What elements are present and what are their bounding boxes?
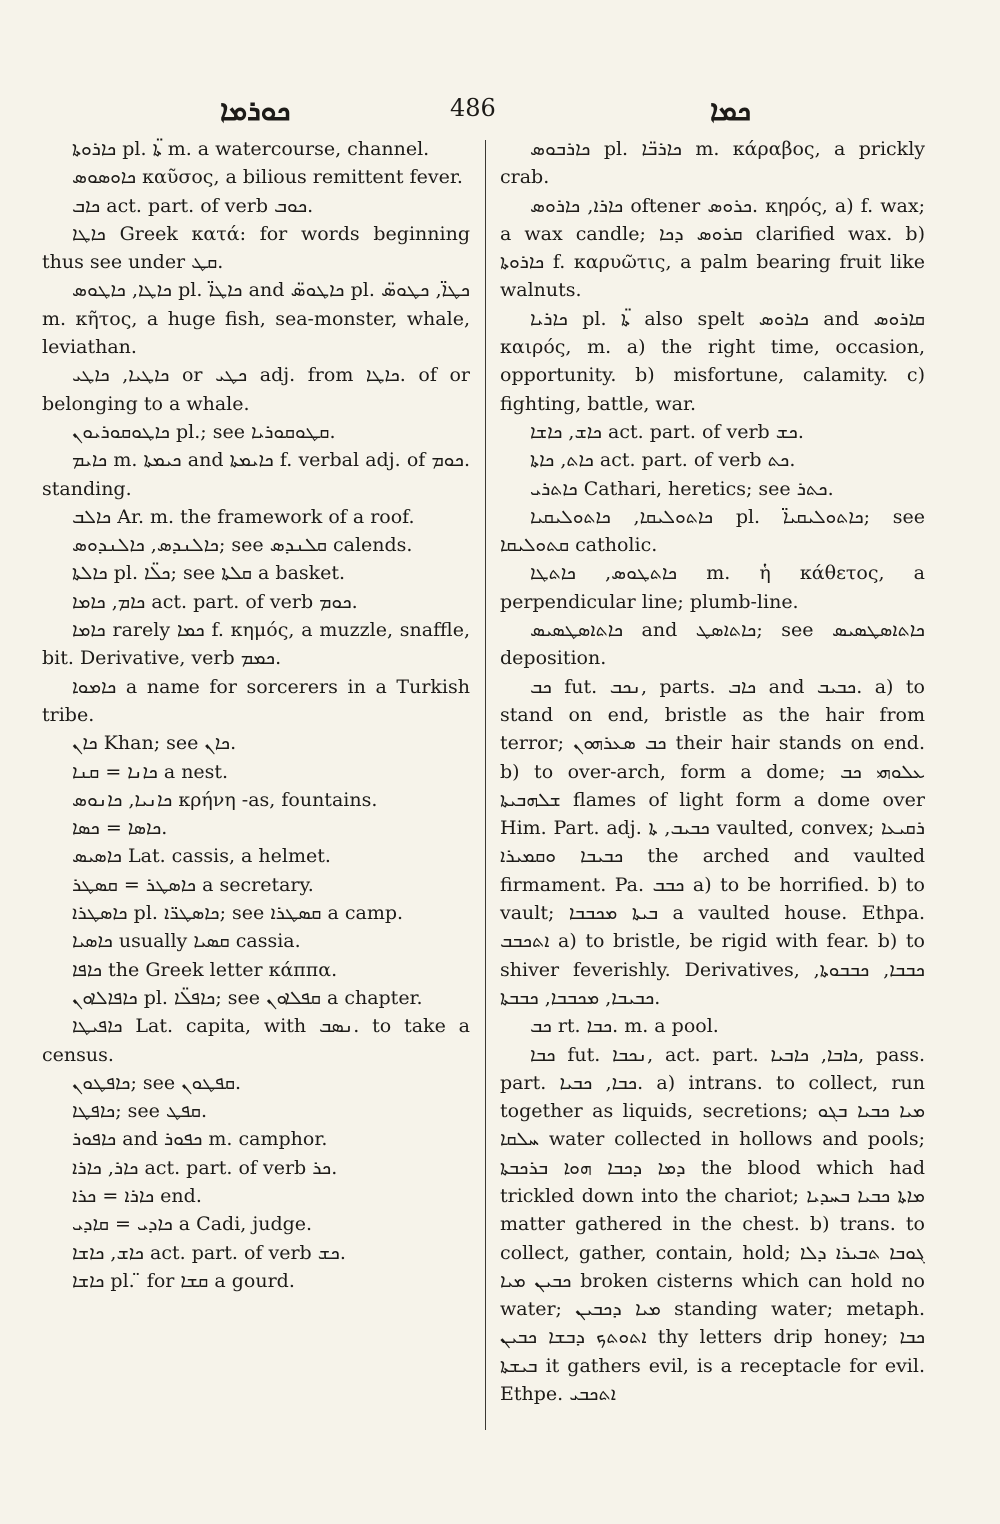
dictionary-entry: ܟܐܪܒܘܣ pl. ܟܐܪܒ̈ܐ m. κάραβος, a prickly crab. bbox=[500, 138, 926, 189]
dictionary-entry: ܟܐܠܢܕܣ, ܟܐܠܢܕܘܣ; see ܩܠܢܕܣ calends. bbox=[72, 534, 413, 557]
dictionary-entry: ܟܐܛܝܐ, ܟܐܛܝ or ܟܛܝ adj. from ܟܐܛܐ. of or belonging to a whale. bbox=[42, 364, 470, 415]
dictionary-entry: ܟܐܪܐ = ܟܪܐ end. bbox=[72, 1184, 202, 1207]
left-headword: ܟܘܪܡܐ bbox=[220, 94, 291, 127]
dictionary-entry: ܟܐܛܘܩܘܪܝܘܢ pl.; see ܩܛܘܩܘܪܝܐ. bbox=[72, 420, 336, 443]
dictionary-entry: ܟܐܬܪܝ Cathari, heretics; see ܟܬܪ. bbox=[530, 477, 834, 500]
dictionary-entry: ܟܐܡܐ rarely ܟܡܐ f. κημός, a muzzle, snaffle, bit. Derivative, verb ܟܡܡ. bbox=[42, 619, 470, 670]
dictionary-entry: ܟܐܛܐ, ܟܐܛܘܣ pl. ܟܐܛܐ̈ and ܟܐܛܘܣ̈ pl. ܟܛܐ̈, ܟܛܘܣ̈ m. κῆτος, a huge fish, sea-monster, whale, leviathan. bbox=[42, 279, 471, 359]
dictionary-entry: ܟܐܪܝܐ pl. ܬ̈ܐ also spelt ܟܐܪܘܣ and ܩܐܪܘܣ καιρός, m. a) the right time, occasion, opportunity. b) misfortune, calamity. c) fighting, battle, war. bbox=[500, 307, 926, 415]
dictionary-entry: ܟܐܬ, ܟܐܬܐ act. part. of verb ܟܬ. bbox=[530, 449, 796, 472]
dictionary-entry: ܟܐܪ, ܟܐܪܐ act. part. of verb ܟܪ. bbox=[72, 1156, 338, 1179]
dictionary-entry: ܟܐܡܘܐ a name for sorcerers in a Turkish tribe. bbox=[42, 675, 470, 726]
dictionary-entry: ܟܐܒ act. part. of verb ܟܘܒ. bbox=[72, 194, 314, 217]
dictionary-entry: ܟܐܪܐ, ܟܐܪܘܣ oftener ܟܪܘܣ. κηρός, a) f. wax; a wax candle; ܩܪܘܣ ܕܟܐ clarified wax. b) ܟܐܪܘܬܐ f. καρυῶτις, a palm bearing fruit like walnuts. bbox=[500, 194, 925, 302]
dictionary-entry: ܟܐܢܝܐ, ܟܐܢܘܣ κρήνη -as, fountains. bbox=[72, 788, 378, 811]
column-divider bbox=[485, 140, 486, 1430]
dictionary-entry: ܟܐܬܘܠܝܩܐ, ܟܐܬܘܠܝܩܝܐ pl. ܟܐܬܘܠܝܩܝܐ̈; see ܩܬܘܠܝܩܐ catholic. bbox=[500, 505, 925, 557]
dictionary-entry: ܟܒܐ fut. ܢܟܒܐ, act. part. ܟܐܒܐ, ܟܐܒܝܐ, pass. part. ܟܒܐ, ܟܒܝܐ. a) intrans. to collect, run together as liquids, secretions; ܡܝܐ ܟܒܝܐ ܒܓܘ ܚܠܩܐ water collected in hollows and pools; ܕܡܐ ܕܟܒܐ ܗܘܐ ܒܪܟܒܬܐ the blood which had trickled down into the chariot; ܡܐܬܐ ܟܒܝܐ ܒܚܕܝܐ matter gathered in the chest. b) trans. to collect, gather, contain, hold; ܓܘܒܐ ܬܒܝܪܐ ܕܠܐ ܟܒܝܢ ܡܝܐ broken cisterns which can hold no water; ܡܝܐ ܕܟܒܝܢ standing water; metaph. ܐܬܘܬܟ ܕܒܫܐ ܟܒܝܢ thy letters drip honey; ܟܒܐ ܒܝܫܬܐ it gathers evil, is a receptacle for evil. Ethpe. ܐܬܟܒܝ bbox=[500, 1043, 926, 1406]
dictionary-entry: ܟܐܬܛܘܣ, ܟܐܬܛܐ m. ἡ κάθετος, a perpendicular line; plumb-line. bbox=[500, 562, 926, 613]
dictionary-entry: ܟܐܫ, ܟܐܫܐ act. part. of verb ܟܫ. bbox=[530, 420, 804, 443]
right-column bbox=[500, 135, 925, 1408]
dictionary-entry: ܟܒ rt. ܟܒܐ. m. a pool. bbox=[530, 1015, 719, 1038]
dictionary-entry: ܟܐܡ, ܟܐܡܐ act. part. of verb ܟܘܡ. bbox=[72, 590, 358, 613]
dictionary-entry: ܟܐܫ, ܟܐܫܐ act. part. of verb ܟܫ. bbox=[72, 1241, 346, 1264]
dictionary-entry: ܟܐܦܝܛܐ Lat. capita, with ܢܣܒ. to take a census. bbox=[42, 1015, 471, 1066]
dictionary-entry: ܟܐܣܛܪܐ pl. ܟܐܣܛܪ̈ܐ; see ܩܣܛܪܐ a camp. bbox=[72, 902, 404, 925]
dictionary-entry: ܟܐܫܐ pl. ̈ for ܩܫܐ a gourd. bbox=[72, 1269, 295, 1292]
dictionary-entry: ܟܐܢ Khan; see ܟܐܢ. bbox=[72, 732, 237, 755]
dictionary-entry: ܟܐܕܝ = ܩܐܕܝ a Cadi, judge. bbox=[72, 1213, 313, 1236]
dictionary-entry: ܟܐܢܐ = ܩܢܐ a nest. bbox=[72, 760, 229, 783]
dictionary-entry: ܟܐܦܐ the Greek letter κάππα. bbox=[72, 958, 338, 981]
dictionary-entry: ܟܐܦܐܠܐܘܢ pl. ܟܐܦܠ̈ܐ; see ܩܦܠܐܘܢ a chapter. bbox=[72, 986, 423, 1009]
dictionary-entry: ܟܒ fut. ܢܟܒ, parts. ܟܐܒ and ܟܒܝܒ. a) to stand on end, bristle as the hair from terror; ܟܒ ܣܥܪܗܘܢ their hair stands on end. b) to over-arch, form a dome; ܥܠܘܗܝ ܟܒ ܫܠܗܒܝܬܐ flames of light form a dome over Him. Part. adj. ܟܒܝܒ, ܬܐ vaulted, convex; ܪܩܝܥܐ ܟܒܝܒܐ ܘܩܡܝܪܐ the arched and vaulted firmament. Pa. ܟܒܒ a) to be horrified. b) to vault; ܒܝܬܐ ܡܟܒܒܐ a vaulted house. Ethpa. ܐܬܟܒܒ a) to bristle, be rigid with fear. b) to shiver feverishly. Derivatives, ܟܒܒܐ, ܟܒܒܘܬܐ, ܟܒܝܒܐ, ܡܟܒܒܐ, ܟܒܒܬܐ. bbox=[500, 675, 926, 1009]
page-number: 486 bbox=[450, 94, 496, 122]
dictionary-entry: ܟܐܣܝܣ Lat. cassis, a helmet. bbox=[72, 845, 331, 868]
dictionary-entry: ܟܐܣܛܪ = ܩܣܛܪ a secretary. bbox=[72, 873, 314, 896]
dictionary-entry: ܟܐܪܘܬܐ pl. ܬ̈ܐ m. a watercourse, channel. bbox=[72, 138, 430, 160]
dictionary-entry: ܟܐܦܛܐ; see ܩܦܛ. bbox=[72, 1100, 208, 1123]
right-headword: ܟܡܐ bbox=[710, 94, 751, 127]
dictionary-entry: ܟܐܦܛܘܢ; see ܩܦܛܘܢ. bbox=[72, 1071, 242, 1094]
running-head bbox=[60, 88, 940, 128]
dictionary-entry: ܟܐܝܡ m. ܟܝܡܬܐ and ܟܐܝܡܬܐ f. verbal adj. of ܟܘܡ. standing. bbox=[42, 449, 470, 500]
dictionary-entry: ܟܐܠܒ Ar. m. the framework of a roof. bbox=[72, 505, 415, 528]
dictionary-entry: ܟܐܛܐ Greek κατά: for words beginning thus see under ܩܛ. bbox=[42, 222, 470, 274]
dictionary-entry: ܟܐܦܘܪ and ܟܦܘܪ m. camphor. bbox=[72, 1128, 328, 1151]
dictionary-entry: ܟܐܠܬܐ pl. ܟܠ̈ܐ; see ܩܠܬܐ a basket. bbox=[72, 562, 346, 585]
dictionary-entry: ܟܐܘܣܘܣ καῦσος, a bilious remittent fever. bbox=[72, 166, 463, 189]
dictionary-entry: ܟܐܬܐܣܛܣܝܣ and ܟܐܬܐܣܛ; see ܟܐܬܐܣܛܣܝܣ deposition. bbox=[500, 619, 925, 670]
left-column bbox=[42, 135, 470, 1295]
dictionary-entry: ܟܐܣܐ = ܟܣܐ. bbox=[72, 817, 168, 840]
dictionary-entry: ܟܐܣܝܐ usually ܩܣܝܐ cassia. bbox=[72, 930, 301, 953]
